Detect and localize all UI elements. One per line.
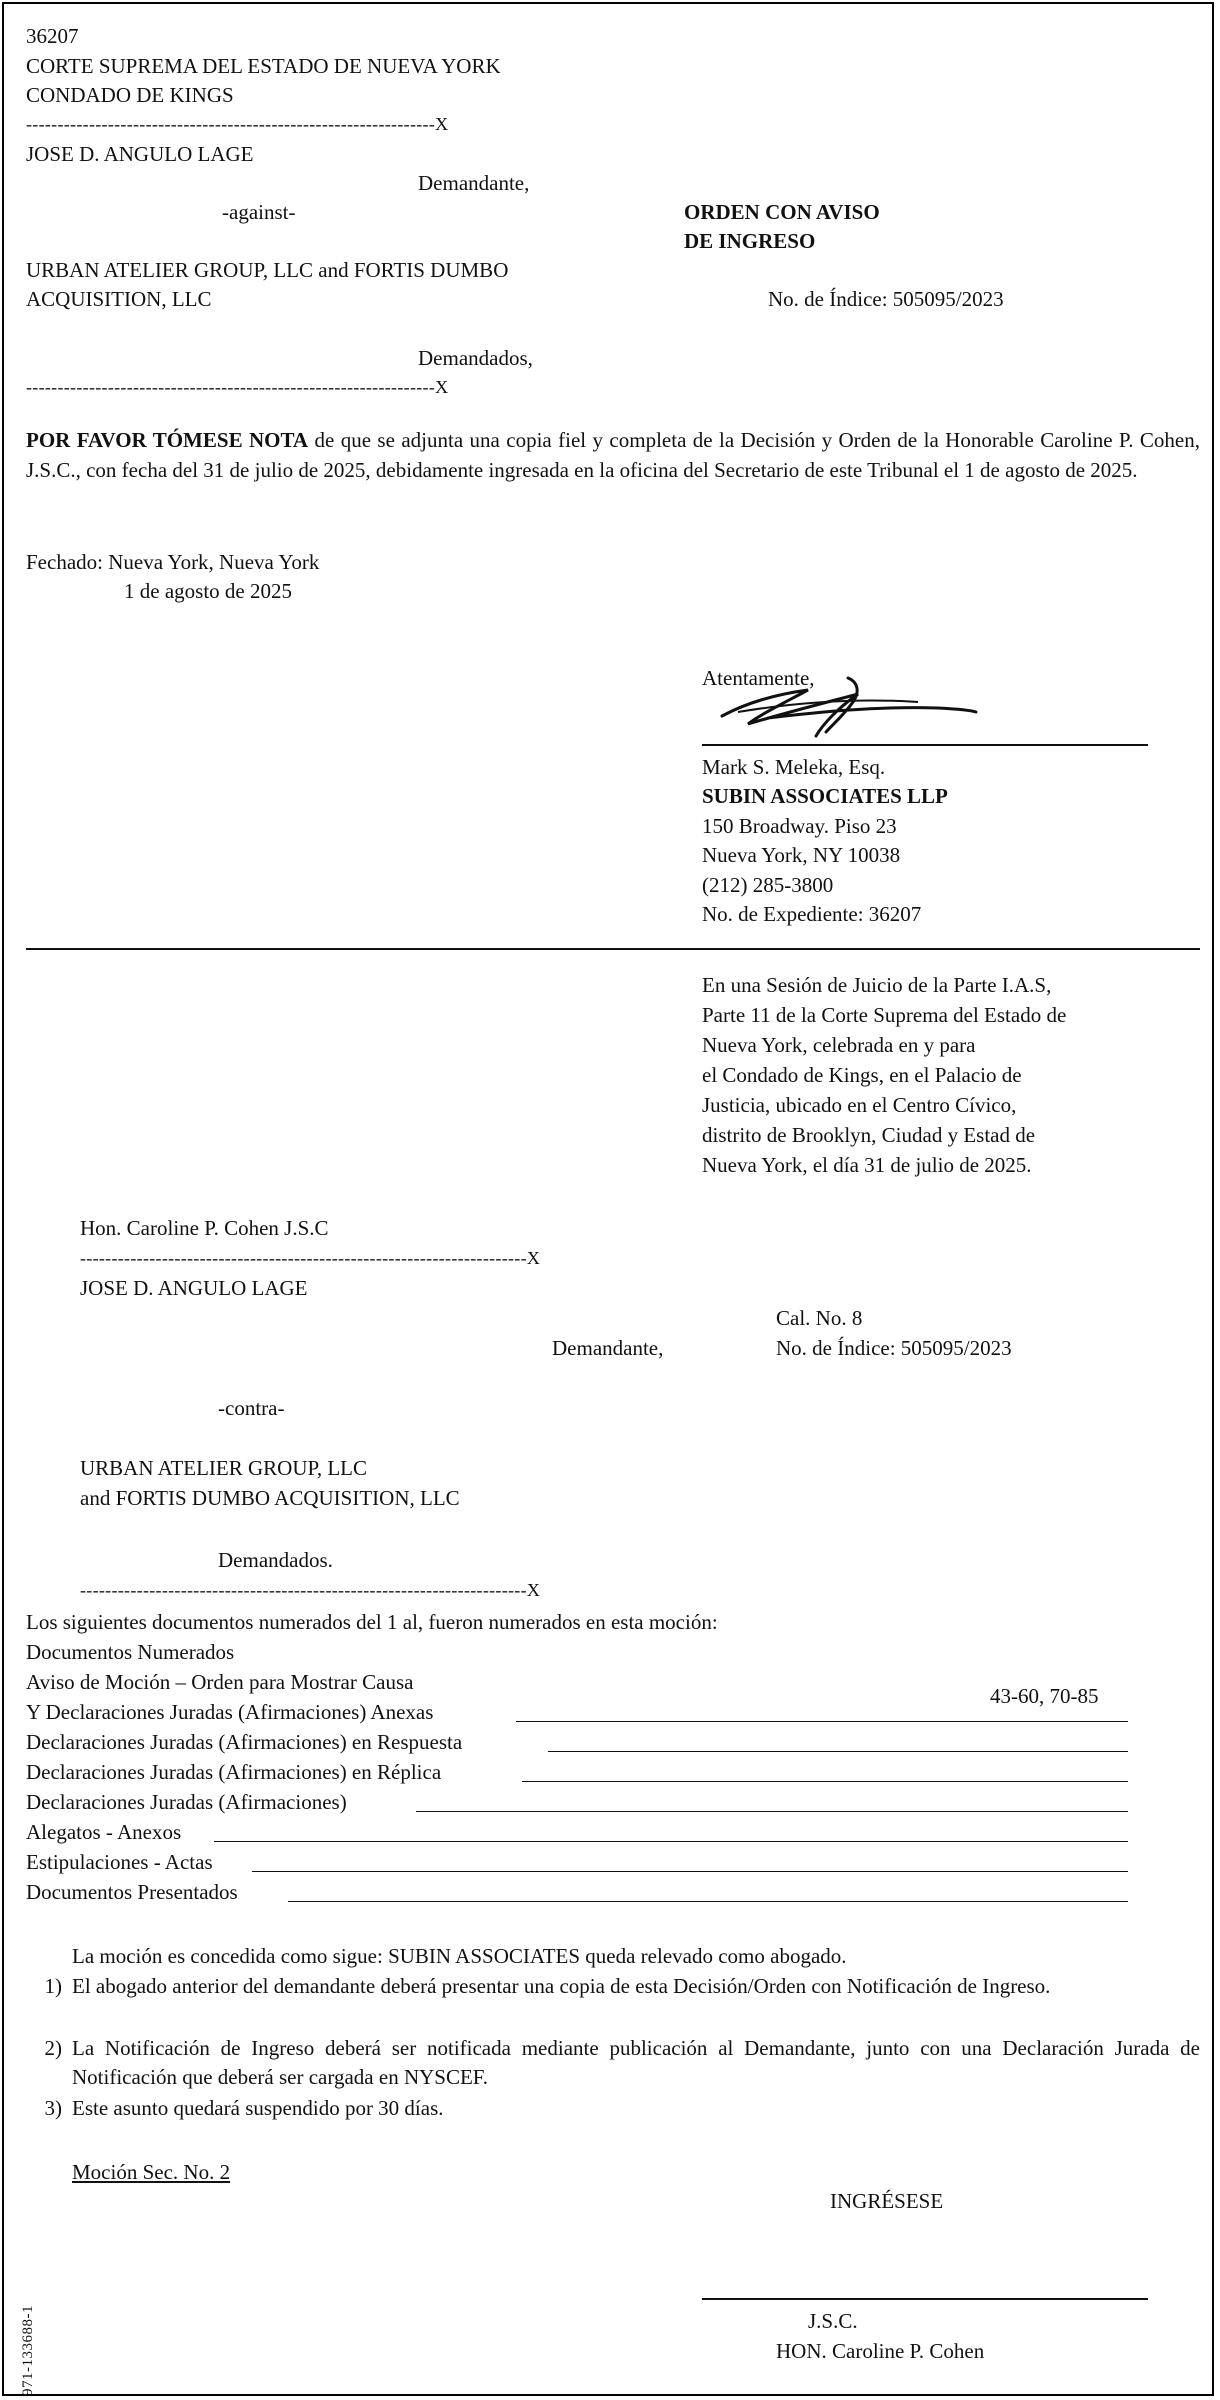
session-line-6: distrito de Brooklyn, Ciudad y Estad de <box>702 1123 1036 1147</box>
session-line-5: Justicia, ubicado en el Centro Cívico, <box>702 1093 1017 1117</box>
paper-item: Declaraciones Juradas (Afirmaciones) <box>26 1790 347 1814</box>
defendant-name-line2: ACQUISITION, LLC <box>26 287 212 311</box>
fill-line <box>516 1721 1128 1722</box>
closing-salutation: Atentamente, <box>702 666 815 690</box>
firm-address-line1: 150 Broadway. Piso 23 <box>702 814 897 838</box>
calendar-number: Cal. No. 8 <box>776 1306 863 1330</box>
fill-line <box>288 1901 1128 1902</box>
ruling-item-text: La Notificación de Ingreso deberá ser notificada mediante publicación al Demandante, junto con una Declaración Jurada de Notificación que deberá ser cargada en NYSCEF. <box>72 2036 1200 2089</box>
papers-numbers: 43-60, 70-85 <box>990 1684 1099 1708</box>
defendant-name-line1: URBAN ATELIER GROUP, LLC and FORTIS DUMBO <box>26 258 509 282</box>
paper-item: Estipulaciones - Actas <box>26 1850 213 1874</box>
jsc-label: J.S.C. <box>808 2309 858 2333</box>
order-plaintiff-role: Demandante, <box>552 1336 664 1360</box>
session-line-4: el Condado de Kings, en el Palacio de <box>702 1063 1022 1087</box>
ruling-item <box>44 2094 1200 2123</box>
paper-item: Declaraciones Juradas (Afirmaciones) en Respuesta <box>26 1730 463 1754</box>
paper-item: Y Declaraciones Juradas (Afirmaciones) Anexas <box>26 1700 434 1724</box>
session-line-2: Parte 11 de la Corte Suprema del Estado de <box>702 1003 1067 1027</box>
dated-place: Fechado: Nueva York, Nueva York <box>26 550 320 574</box>
file-number: 36207 <box>26 24 79 48</box>
ruling-item <box>44 1972 1200 2001</box>
fill-line <box>416 1811 1128 1812</box>
paper-item: Alegatos - Anexos <box>26 1820 182 1844</box>
papers-header: Documentos Numerados <box>26 1640 235 1664</box>
fill-line <box>522 1781 1128 1782</box>
defendant-role: Demandados, <box>418 346 533 370</box>
judge-signature-name: HON. Caroline P. Cohen <box>776 2339 985 2363</box>
fill-line <box>548 1751 1128 1752</box>
order-defendant-line2: and FORTIS DUMBO ACQUISITION, LLC <box>80 1486 460 1510</box>
ruling-intro: La moción es concedida como sigue: SUBIN ASSOCIATES queda relevado como abogado. <box>72 1944 847 1968</box>
judge-header: Hon. Caroline P. Cohen J.S.C <box>80 1216 329 1240</box>
order-caption-separator: -----------------------------------------------------------------------X <box>80 1248 541 1268</box>
plaintiff-role: Demandante, <box>418 171 530 195</box>
order-versus-label: -contra- <box>218 1396 285 1420</box>
order-plaintiff-name: JOSE D. ANGULO LAGE <box>80 1276 308 1300</box>
ruling-item-text: El abogado anterior del demandante deberá presentar una copia de esta Decisión/Orden con Notificación de Ingreso. <box>72 1974 1051 1998</box>
signer-name: Mark S. Meleka, Esq. <box>702 755 886 779</box>
session-line-1: En una Sesión de Juicio de la Parte I.A.S, <box>702 973 1052 997</box>
firm-phone: (212) 285-3800 <box>702 873 834 897</box>
order-index-number: No. de Índice: 505095/2023 <box>776 1336 1012 1360</box>
index-number: No. de Índice: 505095/2023 <box>768 287 1004 311</box>
firm-address-line2: Nueva York, NY 10038 <box>702 843 901 867</box>
caption-separator-end: -----------------------------------------------------------------X <box>26 377 449 397</box>
ruling-item-number: 3) <box>44 2096 62 2120</box>
side-reference-code: 971-133688-1 <box>20 2305 36 2396</box>
ruling-item <box>44 2034 1200 2092</box>
motion-sequence: Moción Sec. No. 2 <box>72 2160 231 2184</box>
notice-body-lead: POR FAVOR TÓMESE NOTA <box>26 428 309 452</box>
document-title-line1: ORDEN CON AVISO <box>684 200 880 224</box>
ruling-item-number: 2) <box>44 2036 62 2060</box>
firm-name: SUBIN ASSOCIATES LLP <box>702 784 948 808</box>
session-line-7: Nueva York, el día 31 de julio de 2025. <box>702 1153 1032 1177</box>
paper-item: Aviso de Moción – Orden para Mostrar Causa <box>26 1670 414 1694</box>
paper-item: Documentos Presentados <box>26 1880 238 1904</box>
versus-label: -against- <box>222 200 296 224</box>
notice-body-text: de que se adjunta una copia fiel y completa de la Decisión y Orden de la Honorable Caroline P. Cohen, J.S.C., con fecha del 31 de julio de 2025, debidamente ingresada en la oficina del Secretario de este Tribunal el 1 de agosto de 2025. <box>26 428 1200 482</box>
document-title-line2: DE INGRESO <box>684 229 816 253</box>
handwritten-signature <box>708 672 978 740</box>
dated-date: 1 de agosto de 2025 <box>124 579 292 603</box>
paper-item: Declaraciones Juradas (Afirmaciones) en Réplica <box>26 1760 442 1784</box>
fill-line <box>214 1841 1128 1842</box>
order-defendant-role: Demandados. <box>218 1548 333 1572</box>
order-caption-separator-end: -----------------------------------------------------------------------X <box>80 1580 541 1600</box>
legal-notice-page <box>2 2 1214 2396</box>
ruling-item-number: 1) <box>44 1974 62 1998</box>
court-name: CORTE SUPREMA DEL ESTADO DE NUEVA YORK <box>26 54 501 78</box>
fill-line <box>252 1871 1128 1872</box>
session-line-3: Nueva York, celebrada en y para <box>702 1033 976 1057</box>
ruling-item-text: Este asunto quedará suspendido por 30 días. <box>72 2096 444 2120</box>
papers-intro: Los siguientes documentos numerados del 1 al, fueron numerados en esta moción: <box>26 1610 718 1634</box>
order-defendant-line1: URBAN ATELIER GROUP, LLC <box>80 1456 368 1480</box>
docket-number: No. de Expediente: 36207 <box>702 902 922 926</box>
section-divider <box>26 948 1200 950</box>
signature-line <box>702 744 1148 746</box>
caption-separator: -----------------------------------------------------------------X <box>26 114 449 134</box>
county-name: CONDADO DE KINGS <box>26 83 234 107</box>
judge-signature-line <box>702 2298 1148 2300</box>
plaintiff-name: JOSE D. ANGULO LAGE <box>26 142 254 166</box>
notice-body <box>26 425 1200 485</box>
enter-label: INGRÉSESE <box>830 2189 944 2213</box>
